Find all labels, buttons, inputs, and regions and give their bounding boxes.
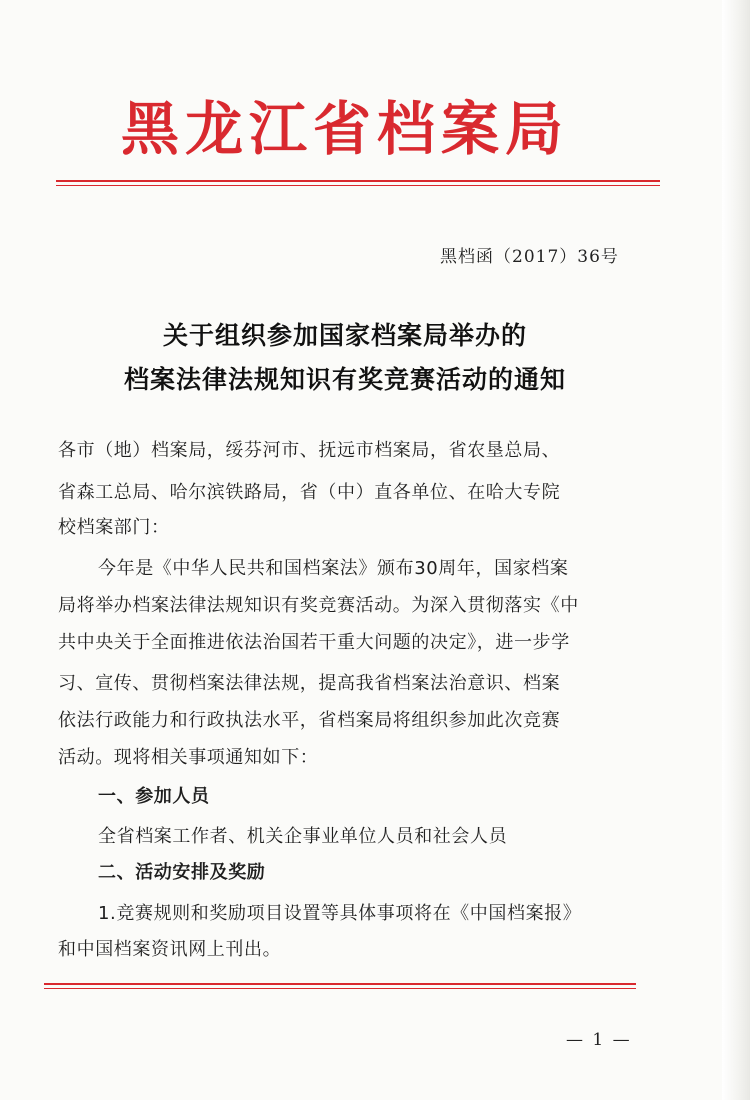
paragraph-line: 习、宣传、贯彻档案法律法规，提高我省档案法治意识、档案 [58, 673, 561, 694]
section-heading: 一、参加人员 [98, 786, 210, 807]
paragraph-line: 活动。现将相关事项通知如下： [58, 747, 319, 768]
recipient-line: 省森工总局、哈尔滨铁路局，省（中）直各单位、在哈大专院 [58, 482, 561, 503]
section-text: 和中国档案资讯网上刊出。 [58, 939, 282, 960]
agency-header: 黑龙江省档案局 [120, 95, 569, 163]
header-rule-top [56, 180, 660, 182]
paragraph-line: 今年是《中华人民共和国档案法》颁布30周年，国家档案 [98, 558, 569, 579]
header-rule-bottom [56, 185, 660, 186]
title-line-1: 关于组织参加国家档案局举办的 [162, 321, 527, 350]
footer-rule-top [44, 983, 636, 985]
recipient-line: 各市（地）档案局，绥芬河市、抚远市档案局，省农垦总局、 [58, 440, 561, 461]
page-number: — 1 — [566, 1030, 632, 1050]
section-text: 全省档案工作者、机关企事业单位人员和社会人员 [98, 826, 508, 847]
section-heading: 二、活动安排及奖励 [98, 862, 266, 883]
scan-edge [722, 0, 750, 1100]
title-line-2: 档案法律法规知识有奖竞赛活动的通知 [123, 365, 566, 394]
document-number: 黑档函（2017）36号 [440, 247, 619, 267]
paragraph-line: 依法行政能力和行政执法水平，省档案局将组织参加此次竞赛 [58, 710, 561, 731]
paragraph-line: 共中央关于全面推进依法治国若干重大问题的决定》，进一步学 [58, 632, 570, 653]
paragraph-line: 局将举办档案法律法规知识有奖竞赛活动。为深入贯彻落实《中 [58, 595, 579, 616]
recipient-line: 校档案部门： [58, 517, 170, 538]
section-text: 1.竞赛规则和奖励项目设置等具体事项将在《中国档案报》 [98, 903, 582, 924]
footer-rule-bottom [44, 988, 636, 989]
